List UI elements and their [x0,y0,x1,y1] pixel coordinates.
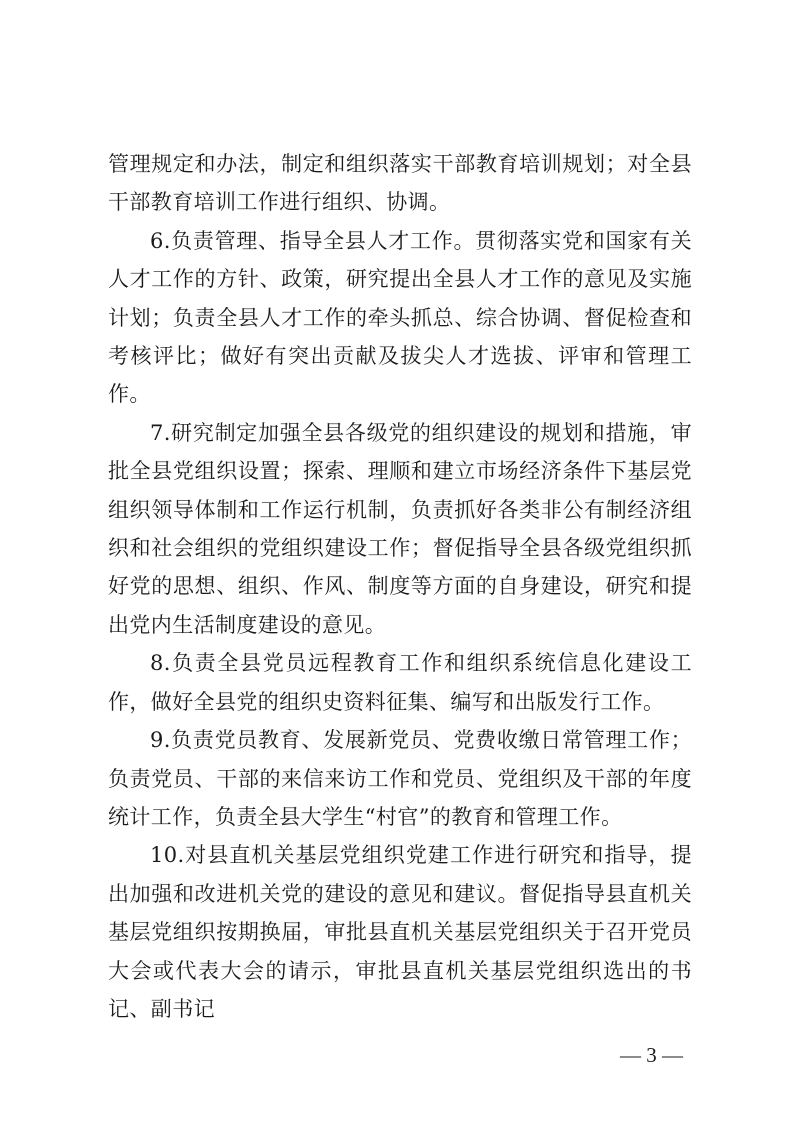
paragraph-item-6: 6.负责管理、指导全县人才工作。贯彻落实党和国家有关人才工作的方针、政策，研究提出全县人才工作的意见及实施计划；负责全县人才工作的牵头抓总、综合协调、督促检查和考核评比；做好有突出贡献及拔尖人才选拔、评审和管理工作。 [108,228,692,407]
paragraph-item-7: 7.研究制定加强全县各级党的组织建设的规划和措施，审批全县党组织设置；探索、理顺和建立市场经济条件下基层党组织领导体制和工作运行机制，负责抓好各类非公有制经济组织和社会组织的党组织建设工作；督促指导全县各级党组织抓好党的思想、组织、作风、制度等方面的自身建设，研究和提出党内生活制度建设的意见。 [108,420,692,637]
document-body [108,145,692,1028]
paragraph-item-9: 9.负责党员教育、发展新党员、党费收缴日常管理工作；负责党员、干部的来信来访工作和党员、党组织及干部的年度统计工作，负责全县大学生“村官”的教育和管理工作。 [108,728,692,829]
page-number: — 3 — [620,1043,683,1067]
paragraph-item-8: 8.负责全县党员远程教育工作和组织系统信息化建设工作，做好全县党的组织史资料征集、编写和出版发行工作。 [108,651,692,714]
paragraph-item-10: 10.对县直机关基层党组织党建工作进行研究和指导，提出加强和改进机关党的建设的意见和建议。督促指导县直机关基层党组织按期换届，审批县直机关基层党组织关于召开党员大会或代表大会的请示，审批县直机关基层党组织选出的书记、副书记 [108,843,692,1021]
paragraph-continuation: 管理规定和办法，制定和组织落实干部教育培训规划；对全县干部教育培训工作进行组织、协调。 [108,152,692,215]
